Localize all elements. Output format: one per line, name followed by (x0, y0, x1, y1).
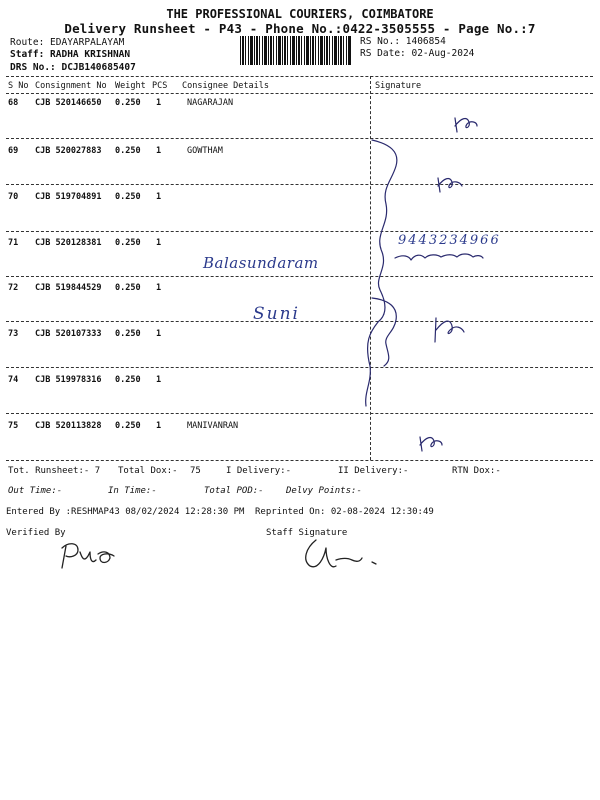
out-time: Out Time:- (8, 486, 63, 496)
row-consignment: CJB 519844529 (35, 283, 102, 293)
row-pcs: 1 (156, 421, 162, 431)
handwritten-name-row71: Balasundaram (203, 254, 319, 272)
row-consignee: MANIVANRAN (187, 421, 239, 431)
reprinted-on: Reprinted On: 02-08-2024 12:30:49 (255, 507, 434, 517)
total-pod: Total POD:- (204, 486, 264, 496)
col-sno: S No (8, 81, 29, 91)
delvy-points: Delvy Points:- (286, 486, 362, 496)
entered-by: Entered By :RESHMAP43 08/02/2024 12:28:30 PM (6, 507, 245, 517)
rs-number: RS No.: 1406854 (360, 36, 446, 47)
staff-signature-label: Staff Signature (266, 528, 348, 538)
total-dox-value: 75 (190, 466, 201, 476)
rtn-dox: RTN Dox:- (452, 466, 501, 476)
row-weight: 0.250 (115, 329, 141, 339)
row-sno: 69 (8, 146, 19, 156)
row-sno: 68 (8, 98, 19, 108)
row-consignment: CJB 520027883 (35, 146, 102, 156)
row-weight: 0.250 (115, 192, 141, 202)
row-consignment: CJB 519704891 (35, 192, 102, 202)
tot-runsheet: Tot. Runsheet:- 7 (8, 466, 101, 476)
row-pcs: 1 (156, 192, 162, 202)
row-weight: 0.250 (115, 421, 141, 431)
route-label: Route: EDAYARPALAYAM (10, 37, 125, 48)
verified-by: Verified By (6, 528, 66, 538)
in-time: In Time:- (108, 486, 157, 496)
row-consignment: CJB 520128381 (35, 238, 102, 248)
row-sno: 73 (8, 329, 19, 339)
row-consignment: CJB 519978316 (35, 375, 102, 385)
row-sno: 72 (8, 283, 19, 293)
col-weight: Weight (115, 81, 146, 91)
row-sno: 71 (8, 238, 19, 248)
row-weight: 0.250 (115, 98, 141, 108)
total-dox-label: Total Dox:- (118, 466, 178, 476)
row-pcs: 1 (156, 329, 162, 339)
col-pcs: PCS (152, 81, 168, 91)
handwritten-phone-row71: 9443234966 (398, 233, 501, 248)
row-consignment: CJB 520146650 (35, 98, 102, 108)
company-title: THE PROFESSIONAL COURIERS, COIMBATORE (166, 7, 434, 21)
row-pcs: 1 (156, 375, 162, 385)
row-consignee: GOWTHAM (187, 146, 223, 156)
row-sno: 74 (8, 375, 19, 385)
row-pcs: 1 (156, 146, 162, 156)
row-weight: 0.250 (115, 238, 141, 248)
row-consignment: CJB 520107333 (35, 329, 102, 339)
i-delivery: I Delivery:- (226, 466, 292, 476)
row-weight: 0.250 (115, 146, 141, 156)
col-consignment: Consignment No (35, 81, 107, 91)
row-weight: 0.250 (115, 283, 141, 293)
row-consignment: CJB 520113828 (35, 421, 102, 431)
row-pcs: 1 (156, 238, 162, 248)
row-weight: 0.250 (115, 375, 141, 385)
row-pcs: 1 (156, 98, 162, 108)
rs-date: RS Date: 02-Aug-2024 (360, 48, 475, 59)
col-signature: Signature (375, 81, 422, 91)
ii-delivery: II Delivery:- (338, 466, 409, 476)
staff-label: Staff: RADHA KRISHNAN (10, 49, 131, 60)
drs-number: DRS No.: DCJB140685407 (10, 62, 136, 73)
runsheet-subtitle: Delivery Runsheet - P43 - Phone No.:0422-3505555 - Page No.:7 (64, 21, 536, 36)
row-sno: 75 (8, 421, 19, 431)
row-consignee: NAGARAJAN (187, 98, 234, 108)
row-sno: 70 (8, 192, 19, 202)
handwritten-name-row72: Suni (253, 304, 300, 324)
col-consignee: Consignee Details (182, 81, 269, 91)
row-pcs: 1 (156, 283, 162, 293)
